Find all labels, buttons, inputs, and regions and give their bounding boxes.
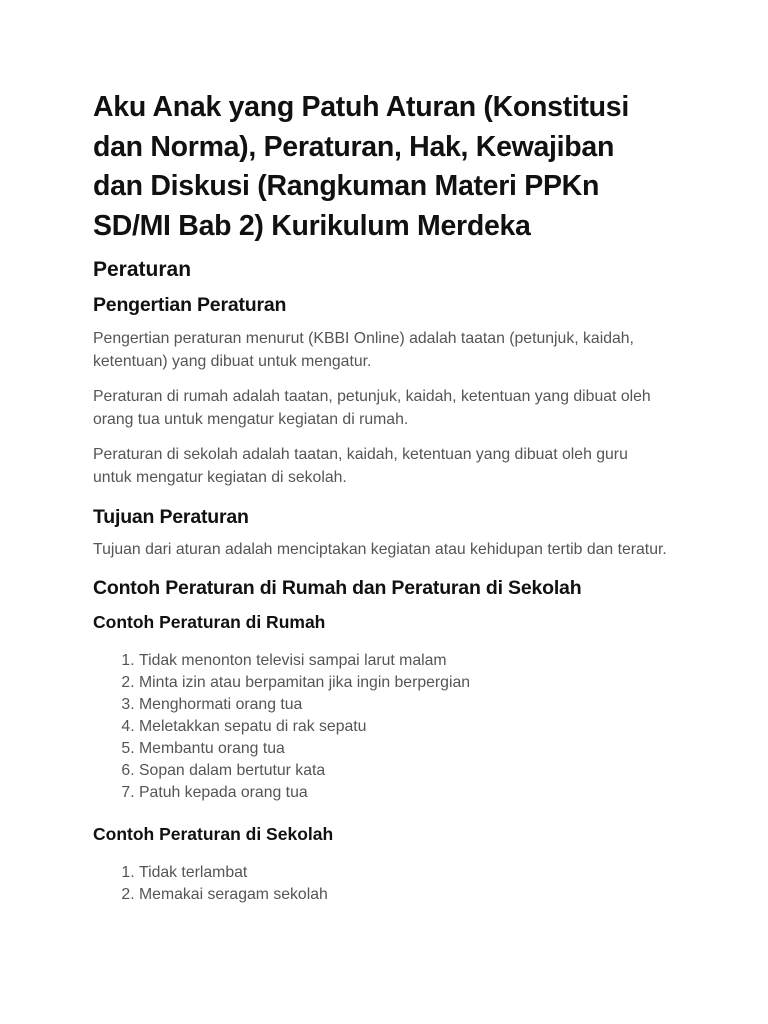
- paragraph-pengertian-kbbi: Pengertian peraturan menurut (KBBI Online) adalah taatan (petunjuk, kaidah, ketentuan) yang dibuat untuk mengatur.: [93, 330, 634, 370]
- list-peraturan-sekolah: [93, 862, 668, 906]
- paragraph-tujuan: Tujuan dari aturan adalah menciptakan kegiatan atau kehidupan tertib dan teratur.: [93, 541, 667, 558]
- list-item: 2. Memakai seragam sekolah: [139, 884, 668, 906]
- heading-pengertian-peraturan: Pengertian Peraturan: [93, 294, 287, 316]
- list-item: 1. Tidak terlambat: [139, 862, 668, 884]
- document-page: [93, 88, 668, 906]
- list-item: 2. Minta izin atau berpamitan jika ingin berpergian: [139, 672, 668, 694]
- list-item: 1. Tidak menonton televisi sampai larut malam: [139, 650, 668, 672]
- heading-contoh-rumah: Contoh Peraturan di Rumah: [93, 612, 326, 632]
- heading-tujuan-peraturan: Tujuan Peraturan: [93, 506, 249, 528]
- list-peraturan-rumah: [93, 650, 668, 804]
- paragraph-peraturan-sekolah: Peraturan di sekolah adalah taatan, kaidah, ketentuan yang dibuat oleh guru untuk mengatur kegiatan di sekolah.: [93, 446, 628, 486]
- list-item: 6. Sopan dalam bertutur kata: [139, 760, 668, 782]
- list-item: 3. Menghormati orang tua: [139, 694, 668, 716]
- list-item: 4. Meletakkan sepatu di rak sepatu: [139, 716, 668, 738]
- document-title: Aku Anak yang Patuh Aturan (Konstitusi dan Norma), Peraturan, Hak, Kewajiban dan Diskusi (Rangkuman Materi PPKn SD/MI Bab 2) Kurikulum Merdeka: [93, 91, 629, 242]
- heading-contoh-peraturan: Contoh Peraturan di Rumah dan Peraturan di Sekolah: [93, 577, 582, 599]
- heading-contoh-sekolah: Contoh Peraturan di Sekolah: [93, 824, 334, 844]
- list-item: 7. Patuh kepada orang tua: [139, 782, 668, 804]
- section-heading-peraturan: Peraturan: [93, 258, 192, 281]
- list-item: 5. Membantu orang tua: [139, 738, 668, 760]
- paragraph-peraturan-rumah: Peraturan di rumah adalah taatan, petunjuk, kaidah, ketentuan yang dibuat oleh orang tua untuk mengatur kegiatan di rumah.: [93, 388, 651, 428]
